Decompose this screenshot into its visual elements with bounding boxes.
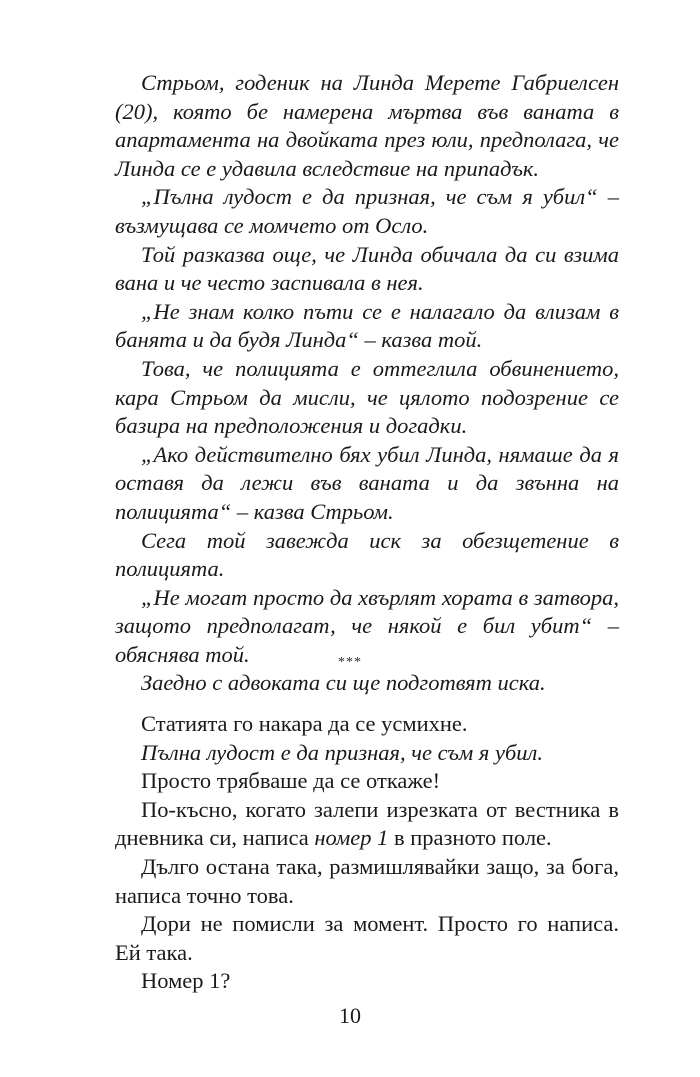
article-paragraph-6: „Ако действително бях убил Линда, нямаше да я оставя да лежи във ваната и да звънна на полицията“ – казва Стрьом. [115, 441, 619, 524]
article-paragraph-4: „Не знам колко пъти се е налагало да влизам в банята и да будя Линда“ – казва той. [115, 298, 619, 353]
narrative-paragraph-6: Дори не помисли за момент. Просто го написа. Ей така. [115, 911, 619, 965]
narrative-italic-thought: Пълна лудост е да призная, че съм я убил. [141, 739, 543, 765]
narrative-paragraph-3: Просто трябваше да се откаже! [141, 768, 441, 794]
narrative-paragraph-7: Номер 1? [141, 968, 231, 994]
narrative-p4-emphasis: номер 1 [314, 825, 389, 851]
article-paragraph-3: Той разказва още, че Линда обичала да си взима вана и че често заспивала в нея. [115, 241, 619, 296]
article-paragraph-2: „Пълна лудост е да призная, че съм я убил“ – възмущава се момчето от Осло. [115, 184, 619, 238]
narrative-paragraph-2 [115, 739, 619, 768]
article-paragraph-9: Заедно с адвоката си ще подготвят иска. [141, 670, 546, 696]
article-paragraph-1: Стрьом, годеник на Линда Мерете Габриелсен (20), която бе намерена мъртва във ваната в апартамента на двойката през юли, предполага, че Линда се е удавила вследствие на припадък. [115, 70, 619, 181]
narrative-paragraph-5: Дълго остана така, размишлявайки защо, за бога, написа точно това. [115, 853, 619, 908]
article-paragraph-7: Сега той завежда иск за обезщетение в полицията. [115, 527, 619, 582]
narrative-paragraph-1: Статията го накара да се усмихне. [141, 711, 468, 736]
narrative-p4-end: в празното поле. [388, 825, 552, 851]
narrative-p4-start: По-късно, когато залепи изрезката от вестника в дневника си, написа [115, 796, 619, 851]
section-separator: *** [338, 655, 362, 670]
narrative-paragraph-4 [115, 796, 619, 853]
article-paragraph-5: Това, че полицията е оттеглила обвинението, кара Стрьом да мисли, че цялото подозрение се базира на предположения и догадки. [115, 355, 619, 439]
article-paragraph-8: „Не могат просто да хвърлят хората в затвора, защото предполагат, че някой е бил убит“ – обяснява той. [115, 584, 619, 667]
newspaper-article-quote [115, 69, 619, 698]
narrative-text [115, 710, 619, 996]
page-number: 10 [339, 1003, 361, 1028]
